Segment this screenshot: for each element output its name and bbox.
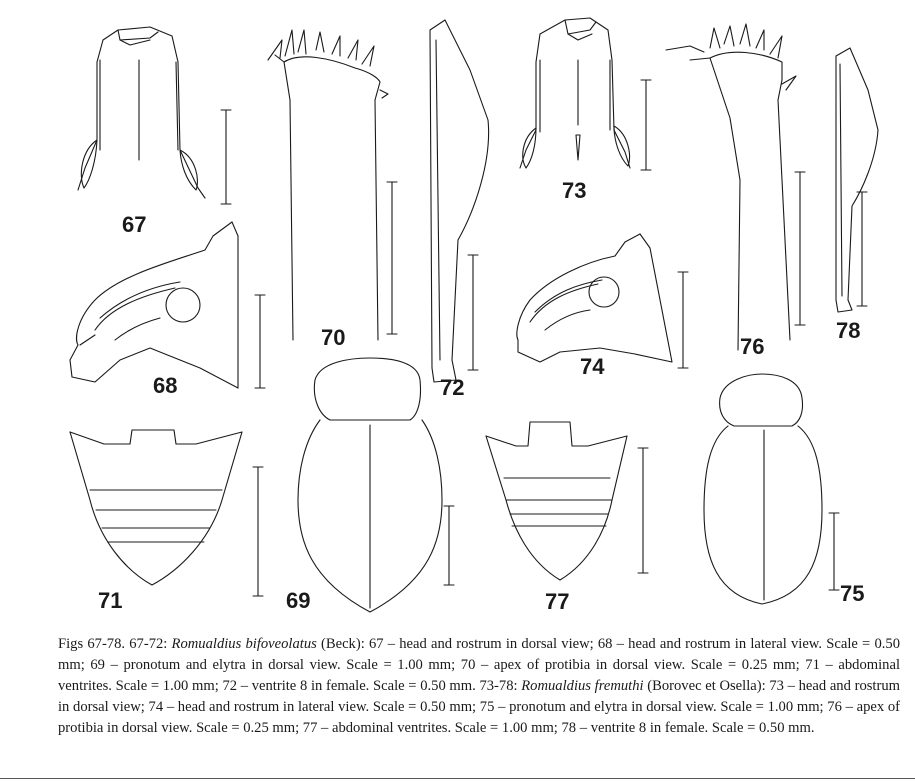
fig69-drawing xyxy=(298,358,454,612)
fig68-drawing xyxy=(70,222,265,388)
caption-species-2: Romualdius fremuthi xyxy=(521,678,644,694)
caption-species-1: Romualdius bifoveolatus xyxy=(171,636,317,652)
fig77-drawing xyxy=(486,422,648,580)
fig73-drawing xyxy=(520,18,651,170)
fig71-number: 71 xyxy=(98,588,123,613)
caption-text-2: (Borovec et Osella): 73 – head and rostrum in dorsal view; 74 – head and rostrum in lateral view. Scale = 0.50 mm; 75 – pronotum and elytra in dorsal view. Scale = 1.00 mm; 76 – apex of protibia in dorsal view. Scale = 0.25 mm; 77 – abdominal ventrites. Scale = 1.00 mm; 78 – ventrite 8 in female. Scale = 0.50 mm. xyxy=(58,678,900,736)
fig69-number: 69 xyxy=(286,588,311,613)
fig74-number: 74 xyxy=(580,354,605,379)
fig67-number: 67 xyxy=(122,212,147,237)
figure-caption xyxy=(58,634,900,739)
fig76-number: 76 xyxy=(740,334,765,359)
fig72-number: 72 xyxy=(440,375,465,400)
fig72-drawing xyxy=(430,20,489,382)
fig70-drawing xyxy=(268,30,397,340)
caption-text-1: (Beck): 67 – head and rostrum in dorsal view; 68 – head and rostrum in lateral view. Scale = 0.50 mm; 69 – pronotum and elytra in dorsal view. Scale = 1.00 mm; 70 – apex of protibia in dorsal view. Scale = 0.25 mm; 71 – abdominal ventrites. Scale = 1.00 mm; 72 – ventrite 8 in female. Scale = 0.50 mm. 73-78: xyxy=(58,636,901,694)
page-divider xyxy=(0,778,915,779)
fig75-number: 75 xyxy=(840,581,865,606)
fig77-number: 77 xyxy=(545,589,570,614)
fig74-drawing xyxy=(517,234,688,368)
fig68-number: 68 xyxy=(153,373,178,398)
fig70-number: 70 xyxy=(321,325,346,350)
fig76-drawing xyxy=(666,24,805,350)
fig75-drawing xyxy=(704,374,839,604)
fig78-drawing xyxy=(836,48,878,312)
caption-label: Figs 67-78. 67-72: xyxy=(58,636,172,652)
fig73-number: 73 xyxy=(562,178,587,203)
fig67-drawing xyxy=(78,27,231,204)
fig78-number: 78 xyxy=(836,318,861,343)
fig71-drawing xyxy=(70,430,263,596)
